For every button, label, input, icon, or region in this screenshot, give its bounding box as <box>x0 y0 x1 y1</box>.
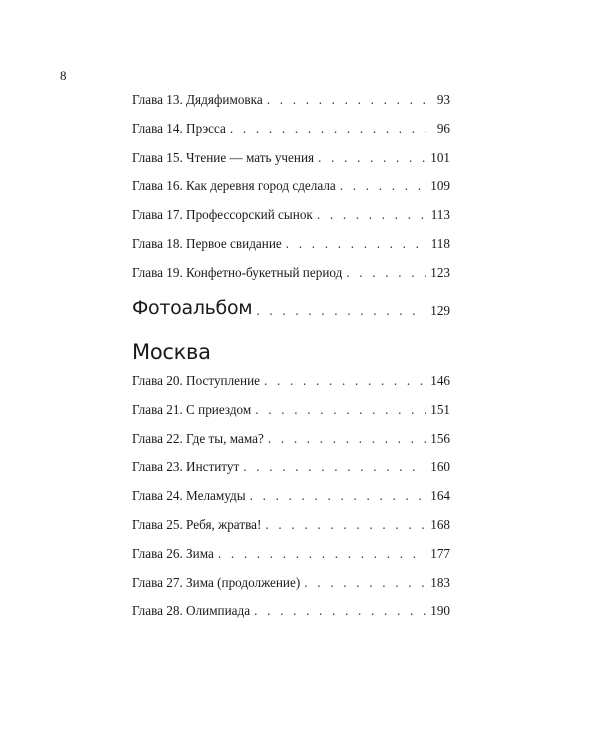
toc-leader-dots <box>304 575 426 591</box>
toc-entry-page: 113 <box>430 207 450 223</box>
toc-entry <box>132 92 450 121</box>
toc-entry-title: Глава 20. Поступление <box>132 373 260 388</box>
toc-leader-dots <box>255 402 426 418</box>
toc-entry <box>132 575 450 604</box>
toc-entry <box>132 431 450 460</box>
toc-entry-title: Глава 21. С приездом <box>132 401 252 417</box>
toc-entry-page: 109 <box>430 178 450 194</box>
toc-entry-title: Глава 17. Профессорский сынок <box>132 207 313 223</box>
toc-part2 <box>132 373 450 632</box>
toc-entry-page: 160 <box>430 459 450 475</box>
toc-entry <box>132 402 450 431</box>
toc-entry-title: Глава 13. Дядяфимовка <box>132 92 263 107</box>
toc-entry <box>132 488 450 517</box>
toc-leader-dots <box>265 517 426 533</box>
toc-entry <box>132 265 450 294</box>
toc-entry-title: Глава 19. Конфетно-букетный период <box>132 264 343 280</box>
toc-leader-dots <box>218 546 426 562</box>
toc-entry-title: Глава 27. Зима (продолжение) <box>132 574 301 590</box>
toc-entry-page: 190 <box>430 603 450 619</box>
toc-entry <box>132 207 450 236</box>
toc-entry <box>132 459 450 488</box>
toc-entry <box>132 178 450 207</box>
toc-entry <box>132 517 450 546</box>
toc-entry-page: 123 <box>430 264 450 280</box>
toc-entry <box>132 150 450 179</box>
toc-entry-page: 101 <box>430 149 450 165</box>
toc-entry-title: Глава 16. Как деревня город сделала <box>132 178 336 194</box>
toc-entry <box>132 603 450 632</box>
toc-leader-dots <box>346 265 426 281</box>
toc-entry <box>132 236 450 265</box>
toc-entry-page: 151 <box>430 401 450 417</box>
toc-leader-dots <box>256 303 426 319</box>
toc-entry-page: 96 <box>436 120 450 136</box>
page-number: 8 <box>60 68 67 83</box>
toc-leader-dots <box>286 236 426 252</box>
toc-entry-page: 93 <box>436 92 450 107</box>
toc-leader-dots <box>318 150 426 166</box>
toc-leader-dots <box>340 178 426 194</box>
toc-entry <box>132 546 450 575</box>
toc-leader-dots <box>264 373 426 389</box>
photo-album-title: Фотоальбом <box>132 296 253 319</box>
toc-entry-title: Глава 25. Ребя, жратва! <box>132 516 262 532</box>
toc-entry-page: 146 <box>430 373 450 388</box>
toc-entry-page: 156 <box>430 430 450 446</box>
toc-entry-title: Глава 15. Чтение — мать учения <box>132 149 315 165</box>
toc-entry-page: 183 <box>430 574 450 590</box>
toc-entry-title: Глава 22. Где ты, мама? <box>132 430 264 446</box>
toc-leader-dots <box>267 92 426 108</box>
toc-part1 <box>132 92 450 324</box>
toc-leader-dots <box>317 207 426 223</box>
toc-entry-page: 118 <box>430 235 450 251</box>
toc-entry-title: Глава 24. Меламуды <box>132 488 246 504</box>
section-heading: Москва <box>132 340 211 364</box>
toc-entry <box>132 121 450 150</box>
toc-entry-title: Глава 28. Олимпиада <box>132 603 251 619</box>
toc-leader-dots <box>254 603 426 619</box>
toc-entry-title: Глава 14. Прэсса <box>132 120 226 136</box>
photo-album-page: 129 <box>430 302 450 318</box>
toc-entry-title: Глава 18. Первое свидание <box>132 235 282 251</box>
toc-entry-page: 177 <box>430 545 450 561</box>
toc-entry-title: Глава 23. Институт <box>132 459 240 475</box>
toc-leader-dots <box>243 459 426 475</box>
toc-entry-page: 164 <box>430 488 450 504</box>
toc-entry-title: Глава 26. Зима <box>132 545 214 561</box>
toc-leader-dots <box>268 431 426 447</box>
toc-leader-dots <box>230 121 426 137</box>
toc-entry-page: 168 <box>430 516 450 532</box>
toc-entry-photo-album <box>132 294 450 324</box>
toc-leader-dots <box>250 488 426 504</box>
toc-entry <box>132 373 450 402</box>
